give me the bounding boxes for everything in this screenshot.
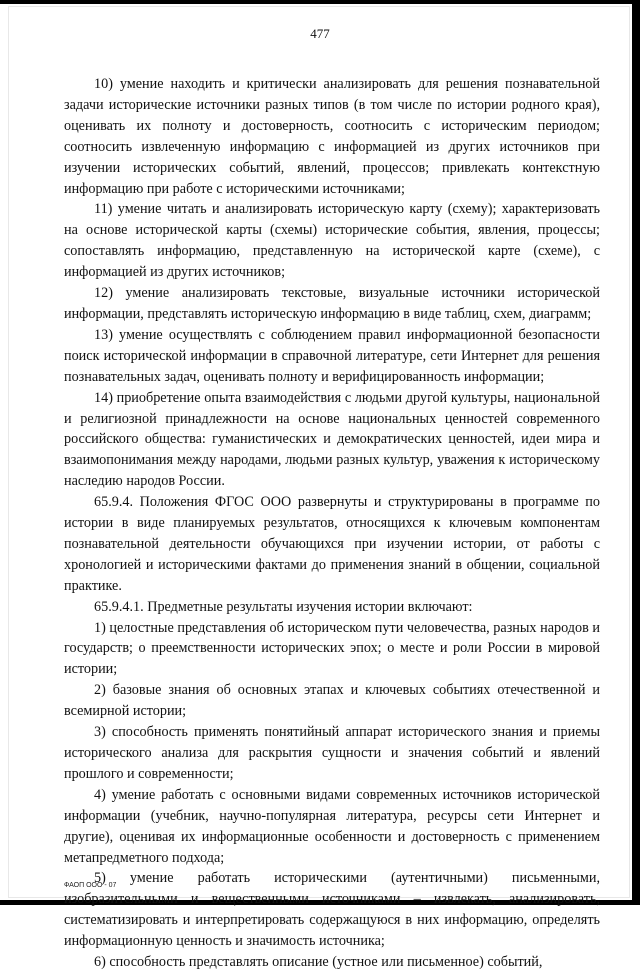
paragraph: 14) приобретение опыта взаимодействия с людьми другой культуры, национальной и религиозной принадлежности на основе национальных ценностей современного российского общества: гуманистических и демократических ценностей, идеи мира и взаимопонимания между народами, людьми разных культур, уважения к историческому наследию народов России.	[64, 389, 600, 490]
document-body	[64, 74, 600, 973]
paragraph: 1) целостные представления об историческом пути человечества, разных народов и государств; о преемственности исторических эпох; о месте и роли России в мировой истории;	[64, 619, 600, 678]
paragraph: 4) умение работать с основными видами современных источников исторической информации (учебник, научно-популярная литература, ресурсы сети Интернет и другие), оценивая их информационные особенности и достоверность с применением метапредметного подхода;	[64, 786, 600, 866]
footer-label: ФАОП ООО - 07	[64, 882, 117, 889]
paragraph: 13) умение осуществлять с соблюдением правил информационной безопасности поиск исторической информации в справочной литературе, сети Интернет для решения познавательных задач, оценивать полноту и верифицированность информации;	[64, 326, 600, 385]
paragraph: 11) умение читать и анализировать историческую карту (схему); характеризовать на основе исторической карты (схемы) исторические события, явления, процессы; сопоставлять информацию, представленную на исторической карте (схеме), с информацией из других источников;	[64, 201, 600, 281]
paragraph: 65.9.4.1. Предметные результаты изучения истории включают:	[94, 598, 473, 615]
paragraph: 5) умение работать историческими (аутентичными) письменными, изобразительными и вещественными источниками – извлекать, анализировать, систематизировать и интерпретировать содержащуюся в них информацию, определять информационную ценность и значимость источника;	[64, 870, 600, 950]
scan-border-right	[632, 0, 640, 905]
paragraph: 3) способность применять понятийный аппарат исторического знания и приемы исторического анализа для раскрытия сущности и значения событий и явлений прошлого и современности;	[64, 724, 600, 782]
paragraph: 10) умение находить и критически анализировать для решения познавательной задачи исторические источники разных типов (в том числе по истории родного края), оценивать их полноту и достоверность, соотносить с историческим периодом; соотносить извлеченную информацию с информацией из других источников при изучении исторических событий, явлений, процессов; привлекать контекстную информацию при работе с историческими источниками;	[64, 76, 600, 197]
paragraph: 65.9.4. Положения ФГОС ООО развернуты и структурированы в программе по истории в виде планируемых результатов, относящихся к ключевым компонентам познавательной деятельности обучающихся при изучении истории, от работы с хронологией и историческими фактами до применения знаний в общении, социальной практике.	[64, 494, 600, 594]
paragraph: 12) умение анализировать текстовые, визуальные источники исторической информации, представлять историческую информацию в виде таблиц, схем, диаграмм;	[64, 285, 600, 322]
paragraph: 6) способность представлять описание (устное или письменное) событий,	[94, 954, 543, 971]
paragraph: 2) базовые знания об основных этапах и ключевых событиях отечественной и всемирной истории;	[64, 682, 600, 720]
page-number: 477	[310, 26, 330, 41]
scan-border-top	[0, 0, 640, 4]
